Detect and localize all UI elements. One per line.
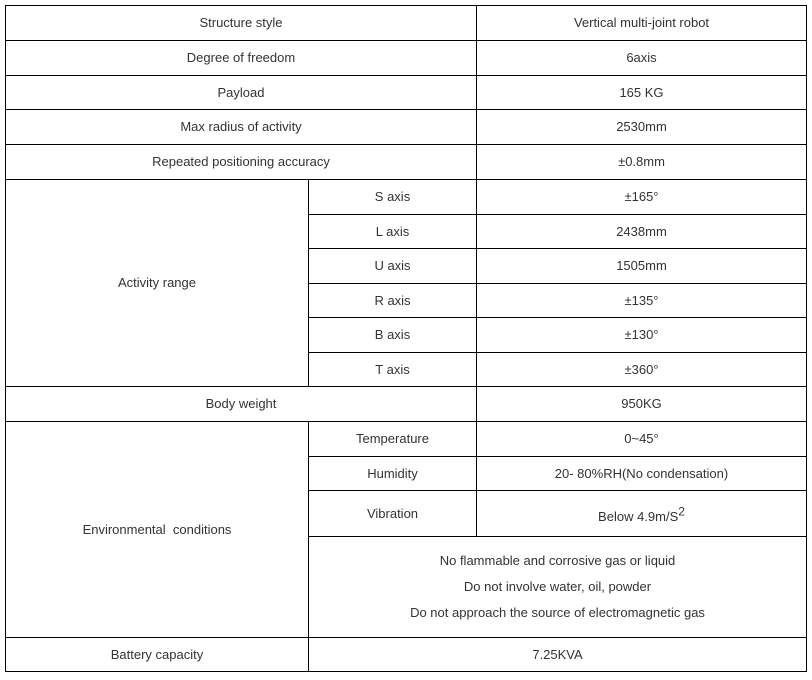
humidity-label: Humidity <box>309 457 477 491</box>
environment-note: No flammable and corrosive gas or liquid <box>439 553 676 568</box>
axis-name: B axis <box>309 318 477 353</box>
vibration-value-superscript: 2 <box>678 504 685 519</box>
vibration-value <box>477 491 807 537</box>
degree-of-freedom-label: Degree of freedom <box>6 41 477 76</box>
table-row <box>6 422 807 457</box>
axis-name: S axis <box>309 180 477 215</box>
battery-capacity-value: 7.25KVA <box>309 638 807 672</box>
payload-label: Payload <box>6 76 477 110</box>
table-row <box>6 638 807 672</box>
temperature-value: 0~45° <box>477 422 807 457</box>
table-row <box>6 110 807 145</box>
positioning-accuracy-value: ±0.8mm <box>477 145 807 180</box>
payload-value: 165 KG <box>477 76 807 110</box>
axis-name: U axis <box>309 249 477 284</box>
environmental-conditions-label: Environmental conditions <box>6 422 309 638</box>
axis-name: L axis <box>309 215 477 249</box>
axis-value: 2438mm <box>477 215 807 249</box>
axis-value: ±360° <box>477 353 807 387</box>
vibration-value-text: Below 4.9m/S <box>598 508 679 524</box>
structure-style-value: Vertical multi-joint robot <box>477 6 807 41</box>
activity-range-label: Activity range <box>6 180 309 387</box>
humidity-value: 20- 80%RH(No condensation) <box>477 457 807 491</box>
table-row <box>6 145 807 180</box>
temperature-label: Temperature <box>309 422 477 457</box>
axis-name: T axis <box>309 353 477 387</box>
table-row <box>6 6 807 41</box>
environment-note: Do not approach the source of electromagnetic gas <box>410 605 705 620</box>
degree-of-freedom-value: 6axis <box>477 41 807 76</box>
table-row <box>6 180 807 215</box>
structure-style-label: Structure style <box>6 6 477 41</box>
positioning-accuracy-label: Repeated positioning accuracy <box>6 145 477 180</box>
axis-value: ±135° <box>477 284 807 318</box>
vibration-label: Vibration <box>309 491 477 537</box>
environment-note: Do not involve water, oil, powder <box>463 579 652 594</box>
environment-notes <box>309 537 807 638</box>
table-row <box>6 76 807 110</box>
battery-capacity-label: Battery capacity <box>6 638 309 672</box>
spec-table <box>5 5 807 672</box>
body-weight-label: Body weight <box>6 387 477 422</box>
axis-name: R axis <box>309 284 477 318</box>
axis-value: ±130° <box>477 318 807 353</box>
max-radius-label: Max radius of activity <box>6 110 477 145</box>
table-row <box>6 387 807 422</box>
table-row <box>6 41 807 76</box>
axis-value: ±165° <box>477 180 807 215</box>
max-radius-value: 2530mm <box>477 110 807 145</box>
body-weight-value: 950KG <box>477 387 807 422</box>
axis-value: 1505mm <box>477 249 807 284</box>
